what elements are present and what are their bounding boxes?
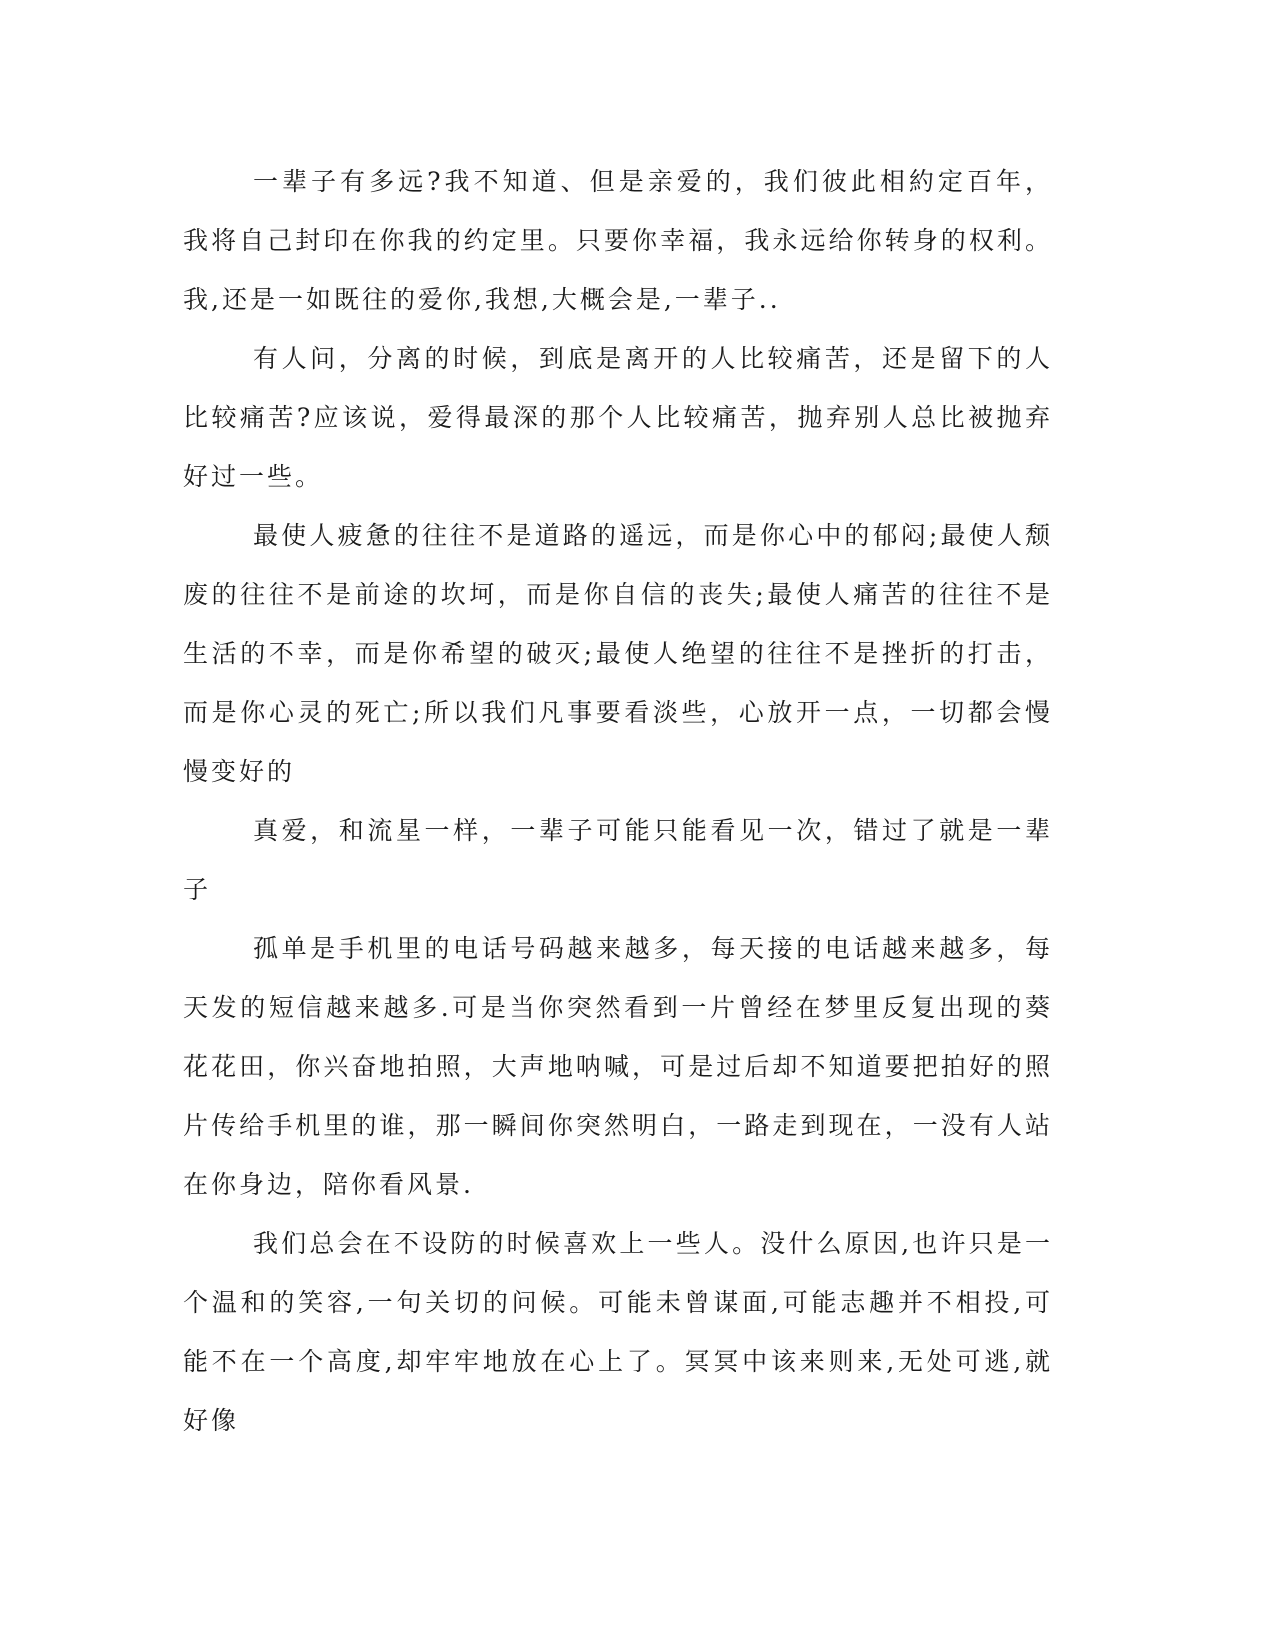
document-body (183, 152, 1053, 1450)
paragraph-4: 真爱，和流星一样，一辈子可能只能看见一次，错过了就是一辈子 (183, 816, 1053, 904)
paragraph-3: 最使人疲惫的往往不是道路的遥远，而是你心中的郁闷;最使人颓废的往往不是前途的坎坷，而是你自信的丧失;最使人痛苦的往往不是生活的不幸，而是你希望的破灭;最使人绝望的往往不是挫折的打击，而是你心灵的死亡;所以我们凡事要看淡些，心放开一点，一切都会慢慢变好的 (183, 521, 1053, 786)
paragraph-2: 有人问，分离的时候，到底是离开的人比较痛苦，还是留下的人比较痛苦?应该说，爱得最深的那个人比较痛苦，抛弃别人总比被抛弃好过一些。 (183, 344, 1053, 491)
paragraph-1: 一辈子有多远?我不知道、但是亲爱的，我们彼此相約定百年，我将自己封印在你我的约定里。只要你幸福，我永远给你转身的权利。我,还是一如既往的爱你,我想,大概会是,一辈子.. (183, 167, 1053, 314)
paragraph-6: 我们总会在不设防的时候喜欢上一些人。没什么原因,也许只是一个温和的笑容,一句关切的问候。可能未曾谋面,可能志趣并不相投,可能不在一个高度,却牢牢地放在心上了。冥冥中该来则来,无处可逃,就好像 (183, 1229, 1053, 1435)
paragraph-5: 孤单是手机里的电话号码越来越多，每天接的电话越来越多，每天发的短信越来越多.可是当你突然看到一片曾经在梦里反复出现的葵花花田，你兴奋地拍照，大声地呐喊，可是过后却不知道要把拍好的照片传给手机里的谁，那一瞬间你突然明白，一路走到现在，一没有人站在你身边，陪你看风景. (183, 934, 1053, 1199)
